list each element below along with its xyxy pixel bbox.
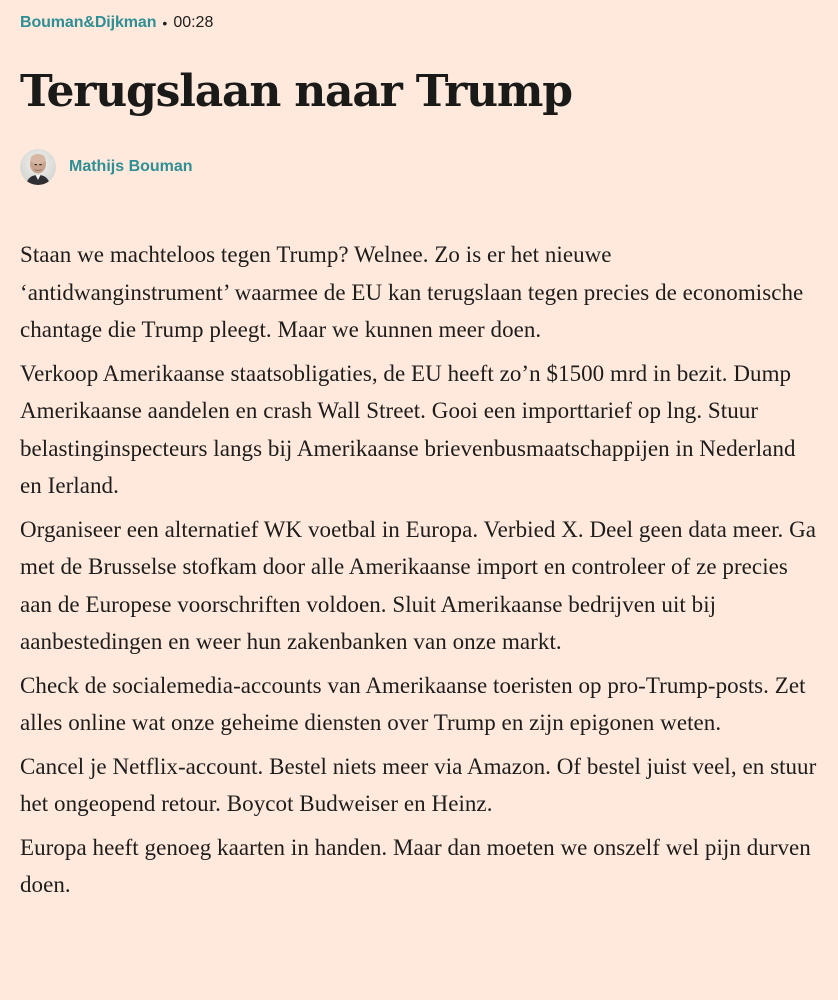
author-name-link[interactable]: Mathijs Bouman xyxy=(69,158,193,175)
paragraph: Organiseer een alternatief WK voetbal in Europa. Verbied X. Deel geen data meer. Ga met de Brusselse stofkam door alle Amerikaanse import en controleer of ze precies aan de Europese voorschriften voldoen. Sluit Amerikaanse bedrijven uit bij aanbestedingen en weer hun zakenbanken van onze markt. xyxy=(20,516,817,654)
paragraph: Staan we machteloos tegen Trump? Welnee. Zo is er het nieuwe ‘antidwanginstrument’ waarmee de EU kan terugslaan tegen precies de economische chantage die Trump pleegt. Maar we kunnen meer doen. xyxy=(20,242,804,342)
paragraph: Verkoop Amerikaanse staatsobligaties, de EU heeft zo’n $1500 mrd in bezit. Dump Amerikaanse aandelen en crash Wall Street. Gooi een importtarief op lng. Stuur belastinginspecteurs langs bij Amerikaanse brievenbusmaatschappijen in Nederland en Ierland. xyxy=(20,360,796,498)
meta-separator: • xyxy=(162,15,168,31)
avatar-portrait-icon xyxy=(20,149,56,185)
timestamp: 00:28 xyxy=(173,14,214,31)
show-name-link[interactable]: Bouman&Dijkman xyxy=(20,14,157,31)
episode-meta xyxy=(20,12,818,34)
paragraph: Europa heeft genoeg kaarten in handen. Maar dan moeten we onszelf wel pijn durven doen. xyxy=(20,834,811,897)
article-title: Terugslaan naar Trump xyxy=(20,66,572,117)
author-avatar[interactable] xyxy=(20,149,56,185)
author-byline[interactable] xyxy=(20,148,818,186)
paragraph: Check de socialemedia-accounts van Amerikaanse toeristen op pro-Trump-posts. Zet alles online wat onze geheime diensten over Trump en zijn epigonen weten. xyxy=(20,672,806,735)
article-body xyxy=(20,236,818,904)
paragraph: Cancel je Netflix-account. Bestel niets meer via Amazon. Of bestel juist veel, en stuur het ongeopend retour. Boycot Budweiser en Heinz. xyxy=(20,753,817,816)
